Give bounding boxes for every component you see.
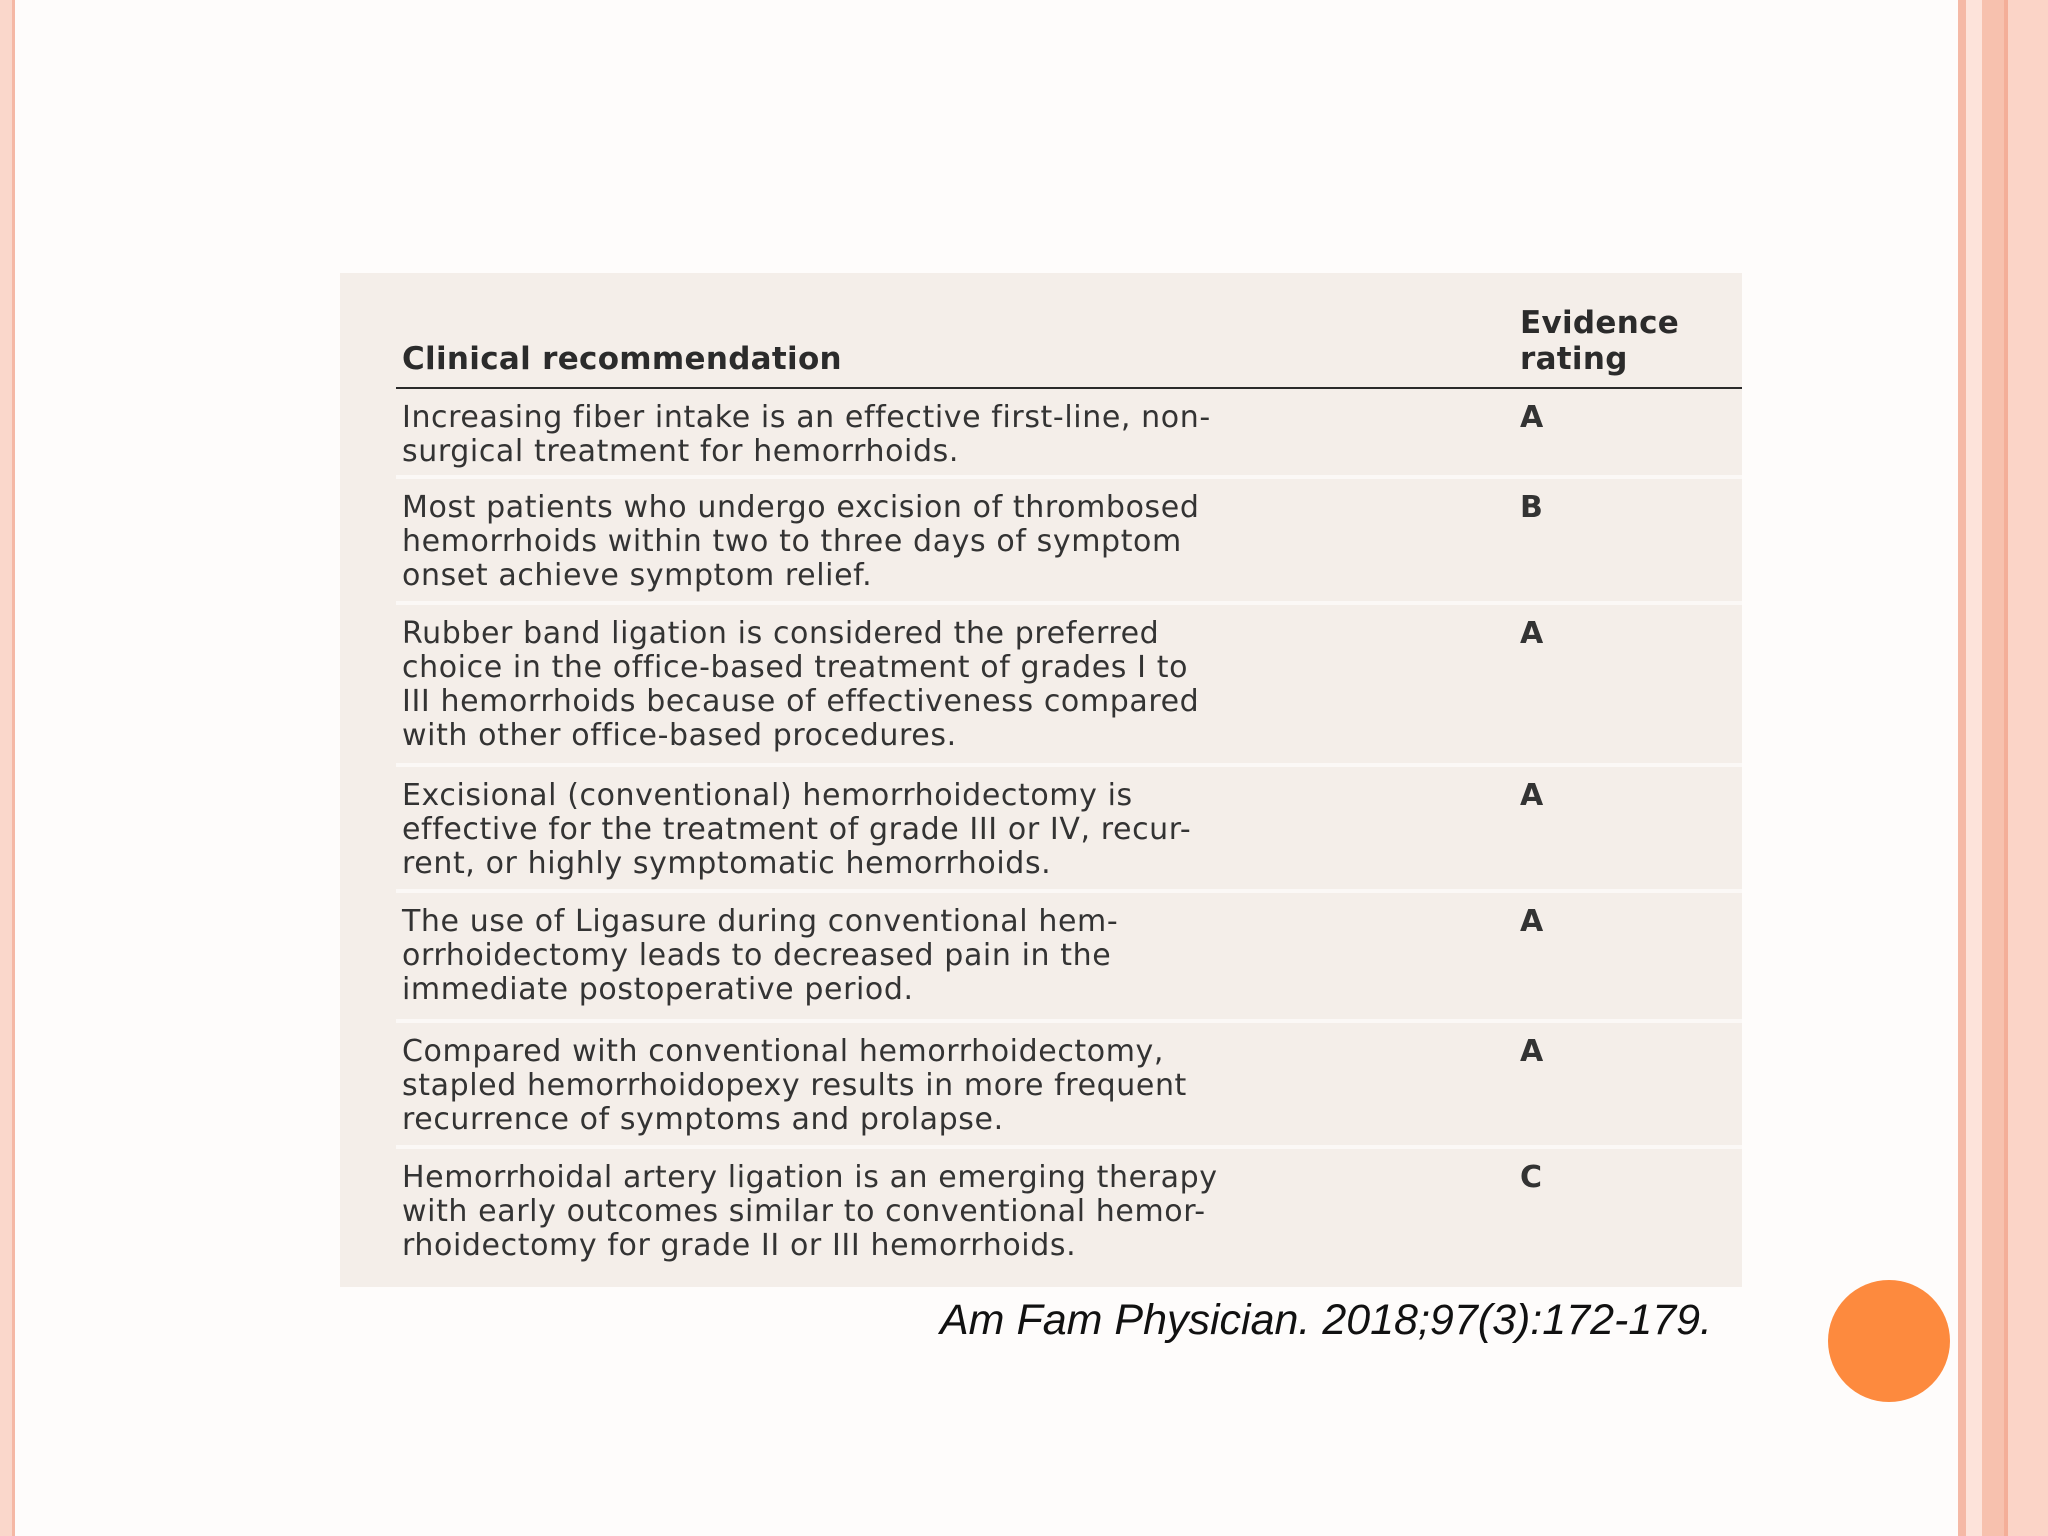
row-recommendation: Increasing fiber intake is an effective first-line, non- surgical treatment for hemorrhoids.: [402, 400, 1211, 469]
right-border-stripe: [1958, 0, 1966, 1536]
orange-circle-decoration: [1828, 1280, 1950, 1402]
right-border-stripe: [1966, 0, 1982, 1536]
row-rating: B: [1520, 490, 1543, 525]
table-row: [396, 1023, 1742, 1149]
header-clinical-recommendation: Clinical recommendation: [402, 341, 842, 377]
row-recommendation: Hemorrhoidal artery ligation is an emerging therapy with early outcomes similar to conventional hemor- rhoidectomy for grade II or III hemorrhoids.: [402, 1160, 1218, 1263]
row-rating: A: [1520, 400, 1544, 435]
row-rating: A: [1520, 904, 1544, 939]
row-rating: A: [1520, 778, 1544, 813]
row-recommendation: Most patients who undergo excision of thrombosed hemorrhoids within two to three days of symptom onset achieve symptom relief.: [402, 490, 1200, 593]
header-evidence-rating: Evidence rating: [1520, 305, 1680, 377]
table-header: [396, 291, 1742, 389]
table-row: [396, 605, 1742, 767]
right-border-stripe: [1982, 0, 2004, 1536]
row-rating: A: [1520, 616, 1544, 651]
row-recommendation: Compared with conventional hemorrhoidectomy, stapled hemorrhoidopexy results in more frequent recurrence of symptoms and prolapse.: [402, 1034, 1187, 1137]
citation: Am Fam Physician. 2018;97(3):172-179.: [940, 1296, 1713, 1344]
table-row: [396, 389, 1742, 479]
row-recommendation: Excisional (conventional) hemorrhoidectomy is effective for the treatment of grade III or IV, recur- rent, or highly symptomatic hemorrhoids.: [402, 778, 1192, 881]
row-recommendation: Rubber band ligation is considered the preferred choice in the office-based treatment of grades I to III hemorrhoids because of effectiveness compared with other office-based procedures.: [402, 616, 1200, 753]
row-recommendation: The use of Ligasure during conventional hem- orrhoidectomy leads to decreased pain in the immediate postoperative period.: [402, 904, 1119, 1007]
table-row: [396, 893, 1742, 1023]
row-rating: C: [1520, 1160, 1543, 1195]
table-row: [396, 767, 1742, 893]
table-row: [396, 1149, 1742, 1283]
row-rating: A: [1520, 1034, 1544, 1069]
right-border-stripe: [2004, 0, 2048, 1536]
left-border-stripe: [0, 0, 15, 1536]
recommendation-table: [340, 273, 1742, 1287]
table-row: [396, 479, 1742, 605]
